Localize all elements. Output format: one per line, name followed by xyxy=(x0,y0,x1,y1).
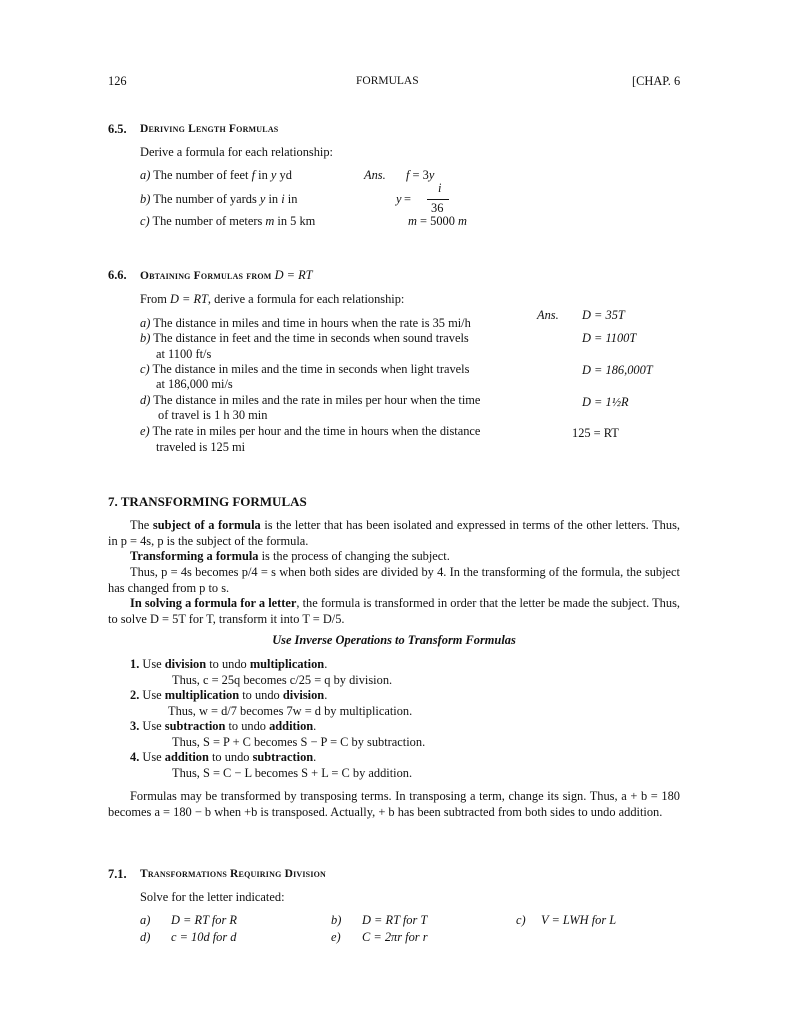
answer-6-6-d: D = 1½R xyxy=(582,395,629,409)
problem-7-1-e-label: e) xyxy=(331,930,341,944)
problem-7-1-a: D = RT for R xyxy=(171,913,237,927)
problem-6-6-d: d) The distance in miles and the rate in miles per hour when the time xyxy=(140,393,481,407)
answers-label-6-6: Ans. xyxy=(537,308,559,322)
section-6-5-title: Deriving Length Formulas xyxy=(140,123,279,135)
answer-6-5-a: f = 3y xyxy=(406,168,435,182)
answers-label: Ans. xyxy=(364,168,386,182)
paragraph-transforming-definition: Transforming a formula is the process of changing the subject. xyxy=(130,549,450,563)
section-7-1-title: Transformations Requiring Division xyxy=(140,868,327,880)
section-7-heading: 7. TRANSFORMING FORMULAS xyxy=(108,494,307,509)
rule-4: 4. Use addition to undo subtraction. xyxy=(130,750,317,764)
section-6-6-number: 6.6. xyxy=(108,268,127,282)
problem-6-6-d-cont: of travel is 1 h 30 min xyxy=(158,408,268,422)
section-6-5-intro: Derive a formula for each relationship: xyxy=(140,145,334,159)
paragraph-transform-example: Thus, p = 4s becomes p/4 = s when both sides are divided by 4. In the transforming of the formula, the subject has changed from p to s. xyxy=(108,565,680,595)
problem-7-1-a-label: a) xyxy=(140,913,151,927)
section-7-1-intro: Solve for the letter indicated: xyxy=(140,890,285,904)
section-6-6-intro: From D = RT, derive a formula for each relationship: xyxy=(140,292,405,306)
rule-1-example: Thus, c = 25q becomes c/25 = q by division. xyxy=(172,673,393,687)
rule-2: 2. Use multiplication to undo division. xyxy=(130,688,328,702)
problem-6-6-c: c) The distance in miles and the time in seconds when light travels xyxy=(140,362,470,376)
section-6-5-number: 6.5. xyxy=(108,122,127,136)
answer-6-6-b: D = 1100T xyxy=(582,331,637,345)
rule-4-example: Thus, S = C − L becomes S + L = C by addition. xyxy=(172,766,413,780)
paragraph-solving-formula: In solving a formula for a letter, the formula is transformed in order that the letter be made the subject. Thus, to solve D = 5T for T, transform it into T = D/5. xyxy=(108,596,680,626)
problem-6-6-e-cont: traveled is 125 mi xyxy=(156,440,246,454)
problem-7-1-b: D = RT for T xyxy=(362,913,428,927)
rule-2-example: Thus, w = d/7 becomes 7w = d by multiplication. xyxy=(168,704,413,718)
problem-7-1-d-label: d) xyxy=(140,930,151,944)
rule-3: 3. Use subtraction to undo addition. xyxy=(130,719,317,733)
answer-6-6-a: D = 35T xyxy=(582,308,625,322)
problem-6-6-e: e) The rate in miles per hour and the time in hours when the distance xyxy=(140,424,481,438)
problem-7-1-e: C = 2πr for r xyxy=(362,930,428,944)
section-6-6-title: Obtaining Formulas from D = RT xyxy=(140,268,313,282)
problem-6-5-b: b) The number of yards y in i in xyxy=(140,192,298,206)
problem-6-6-c-cont: at 186,000 mi/s xyxy=(156,377,233,391)
problem-6-5-c: c) The number of meters m in 5 km xyxy=(140,214,316,228)
subheading-inverse-operations: Use Inverse Operations to Transform Formulas xyxy=(272,633,516,647)
rule-1: 1. Use division to undo multiplication. xyxy=(130,657,328,671)
problem-6-6-b-cont: at 1100 ft/s xyxy=(156,347,212,361)
answer-6-5-c: m = 5000 m xyxy=(408,214,467,228)
problem-7-1-d: c = 10d for d xyxy=(171,930,237,944)
running-title: FORMULAS xyxy=(356,75,419,87)
section-7-1-number: 7.1. xyxy=(108,867,127,881)
answer-6-5-b: y = i 36 xyxy=(396,183,456,217)
problem-7-1-b-label: b) xyxy=(331,913,342,927)
problem-6-6-b: b) The distance in feet and the time in seconds when sound travels xyxy=(140,331,469,345)
answer-6-6-e: 125 = RT xyxy=(572,426,619,440)
problem-7-1-c: V = LWH for L xyxy=(541,913,617,927)
problem-6-5-a: a) The number of feet f in y yd xyxy=(140,168,292,182)
rule-3-example: Thus, S = P + C becomes S − P = C by subtraction. xyxy=(172,735,426,749)
problem-6-6-a: a) The distance in miles and time in hours when the rate is 35 mi/h xyxy=(140,316,471,330)
paragraph-transposing: Formulas may be transformed by transposing terms. In transposing a term, change its sign. Thus, a + b = 180 becomes a = 180 − b when +b is transposed. Actually, + b has been subtracted from both sides to undo addition. xyxy=(108,789,680,819)
chapter-label: [CHAP. 6 xyxy=(632,74,681,88)
problem-7-1-c-label: c) xyxy=(516,913,526,927)
answer-6-6-c: D = 186,000T xyxy=(582,363,653,377)
page-number: 126 xyxy=(108,74,127,88)
paragraph-subject-definition: The subject of a formula is the letter that has been isolated and expressed in terms of the other letters. Thus, in p = 4s, p is the subject of the formula. xyxy=(108,518,680,548)
